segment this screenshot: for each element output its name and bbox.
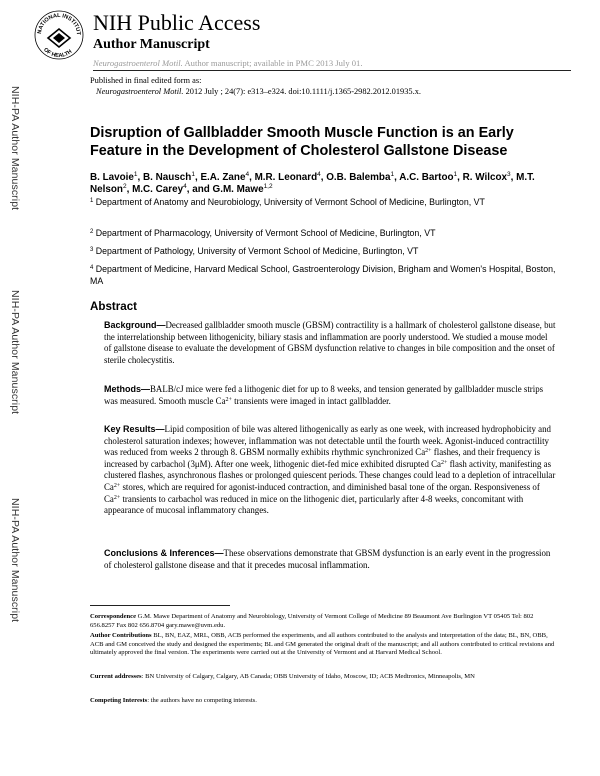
author-name: G.M. Mawe [212, 184, 264, 196]
affiliation-3 [90, 246, 560, 258]
correspondence-text: G.M. Mawe Department of Anatomy and Neurobiology, University of Vermont College of Medicine 89 Beaumont Ave Burlington VT 05405 Tel: 802 656.8257 Fax 802 656.8704 gary.mawe@uvm.edu. [90, 613, 534, 629]
author-name: M.T. Nelson [90, 172, 535, 196]
methods-text: BALB/cJ mice were fed a lithogenic diet for up to 8 weeks, and tension generated by gallbladder muscle strips was measured. Smooth muscle Ca [104, 384, 544, 406]
results-superscript: 2+ [425, 448, 432, 455]
author-affiliation-mark: 1 [453, 171, 458, 178]
author-affiliation-mark: 1 [133, 171, 138, 178]
contributions-label: Author Contributions [90, 632, 152, 639]
header-divider [93, 70, 571, 71]
results-label: Key Results— [104, 424, 165, 434]
results-superscript: 2+ [113, 494, 121, 501]
competing-label: Competing Interests [90, 697, 148, 704]
author-affiliation-mark: 4 [245, 171, 250, 178]
results-superscript: 2+ [440, 459, 448, 466]
methods-text: transients were imaged in intact gallbladder. [231, 395, 391, 406]
author-affiliation-mark: 4 [317, 171, 321, 178]
competing-text: : the authors have no competing interests. [147, 697, 257, 704]
author-affiliation-mark: 1,2 [263, 183, 273, 191]
author-affiliation-mark: 1 [390, 171, 395, 178]
affiliation-2 [90, 228, 560, 240]
results-text: transients to carbachol was reduced in mice on the lithogenic diet, particularly after 4-8 weeks, concomitant with appearance of mucosal inflammatory changes. [104, 493, 524, 516]
citation [96, 87, 421, 97]
svg-text:NATIONAL INSTITUTES: NATIONAL INSTITUT [36, 12, 82, 36]
author-separator: , [457, 172, 463, 183]
abstract-heading: Abstract [90, 300, 138, 313]
citation-details: 2012 July ; 24(7): e313–e324. doi:10.1111/j.1365-2982.2012.01935.x. [183, 87, 421, 96]
author-name: M.C. Carey [132, 184, 184, 196]
methods-superscript: 2+ [225, 396, 232, 403]
background-label: Background— [104, 320, 166, 330]
author-name: O.B. Balemba [326, 172, 391, 183]
results-text: Lipid composition of bile was altered lithogenically as early as one week, with increased hydrophobicity and cholesterol saturation indexes; however, inflammation was not detectable until the fourth week. Agonist-induced contractility was reduced from weeks 2 through 8. GBSM normally exhibits rhythmic synchronized Ca [104, 424, 551, 458]
addresses-label: Current addresses [90, 673, 142, 680]
author-affiliation-mark: 4 [183, 183, 187, 191]
footnote-addresses [90, 673, 558, 682]
affiliation-number: 4 [90, 265, 94, 271]
author-separator: , [194, 172, 201, 183]
footnote-correspondence [90, 613, 558, 630]
author-separator: , [394, 172, 400, 183]
abstract-conclusions [104, 548, 556, 571]
footnote-divider [90, 605, 230, 606]
author-separator: , [320, 172, 327, 183]
results-superscript: 2+ [113, 482, 121, 489]
sidebar-label-bottom: NIH-PA Author Manuscript [9, 498, 21, 623]
affiliation-text: Department of Anatomy and Neurobiology, University of Vermont School of Medicine, Burlington, VT [95, 197, 485, 207]
methods-label: Methods— [104, 384, 150, 394]
results-text: stores, which are required for agonist-induced contraction, and diminished basal tone of the organ. Responsiveness of Ca [104, 481, 540, 504]
author-separator: , [510, 172, 517, 183]
sidebar-label-middle: NIH-PA Author Manuscript [9, 290, 21, 415]
author-name: R. Wilcox [462, 172, 508, 183]
author-name: A.C. Bartoo [399, 172, 454, 183]
citation-journal: Neurogastroenterol Motil. [96, 87, 184, 96]
affiliation-1 [90, 197, 560, 209]
affiliation-number: 3 [90, 247, 94, 253]
results-text: flash activity, manifesting as clustered flashes, asynchronous flashes or prolonged quiescent periods. These changes could lead to a depletion of intracellular Ca [104, 458, 556, 492]
availability-journal: Neurogastroenterol Motil. [93, 58, 183, 68]
author-name: B. Lavoie [90, 172, 134, 183]
author-affiliation-mark: 3 [507, 171, 511, 178]
abstract-methods [104, 384, 556, 407]
contributions-text: BL, BN, EAZ, MRL, OBB, ACB performed the experiments, and all authors contributed to the analysis and interpretation of the data; BL, BN, OBB, ACB and GM conceived the study and designed the experiments; BL and GM generated the original draft of the manuscript; and all authors contributed to critical revisions and ultimately approved the final version. The experiments were carried out at the University of Vermont and at Harvard Medical School. [90, 632, 555, 657]
abstract-key-results [104, 424, 556, 517]
author-list [90, 172, 560, 197]
conclusions-label: Conclusions & Inferences— [104, 548, 224, 558]
conclusions-text: These observations demonstrate that GBSM dysfunction is an early event in the progression of cholesterol gallstone disease and that it precedes mucosal inflammation. [104, 548, 551, 570]
affiliation-4 [90, 264, 560, 287]
background-text: Decreased gallbladder smooth muscle (GBSM) contractility is a hallmark of cholesterol gallstone disease, but the interrelationship between lithogenicity, biliary stasis and inflammation are poorly understood. We studied a mouse model of gallstone disease to evaluate the development of GBSM dysfunction relative to changes in bile composition and the onset of sterile cholecystitis. [104, 320, 556, 365]
author-affiliation-mark: 1 [191, 171, 195, 178]
author-separator: , and [186, 184, 213, 196]
sidebar-label-top: NIH-PA Author Manuscript [9, 86, 21, 211]
results-text: flashes, and their frequency is increased by carbachol (3μM). After one week, lithogenic diet-fed mice exhibited disrupted Ca [104, 447, 540, 469]
author-affiliation-mark: 2 [122, 183, 127, 191]
affiliation-text: Department of Pharmacology, University of Vermont School of Medicine, Burlington, VT [95, 228, 436, 238]
affiliation-number: 1 [90, 198, 94, 204]
author-separator: , [137, 172, 144, 183]
correspondence-label: Correspondence [90, 613, 137, 620]
author-separator: , [126, 184, 133, 196]
abstract-background [104, 320, 556, 366]
affiliation-text: Department of Medicine, Harvard Medical School, Gastroenterology Division, Brigham and Women's Hospital, Boston, MA [90, 264, 556, 286]
footnote-contributions [90, 632, 558, 658]
author-manuscript-label: Author Manuscript [93, 37, 210, 52]
author-name: B. Nausch [143, 172, 192, 183]
nih-seal-logo [33, 9, 85, 61]
addresses-text: : BN University of Calgary, Calgary, AB Canada; OBB University of Idaho, Moscow, ID; ACB Medtronics, Minneapolis, MN [141, 673, 475, 680]
published-label: Published in final edited form as: [90, 76, 202, 85]
availability-text: Author manuscript; available in PMC 2013 July 01. [182, 58, 363, 68]
affiliation-text: Department of Pathology, University of Vermont School of Medicine, Burlington, VT [95, 246, 419, 256]
author-name: M.R. Leonard [254, 172, 318, 183]
footnote-competing-interests [90, 697, 558, 706]
availability-note [93, 58, 363, 68]
paper-title: Disruption of Gallbladder Smooth Muscle Function is an Early Feature in the Development of Cholesterol Gallstone Disease [90, 125, 514, 159]
affiliation-number: 2 [90, 229, 94, 235]
author-name: E.A. Zane [200, 172, 246, 183]
author-separator: , [249, 172, 255, 183]
nih-public-access-title: NIH Public Access [93, 10, 261, 35]
svg-text:OF HEALTH: OF HEALTH [42, 46, 74, 60]
